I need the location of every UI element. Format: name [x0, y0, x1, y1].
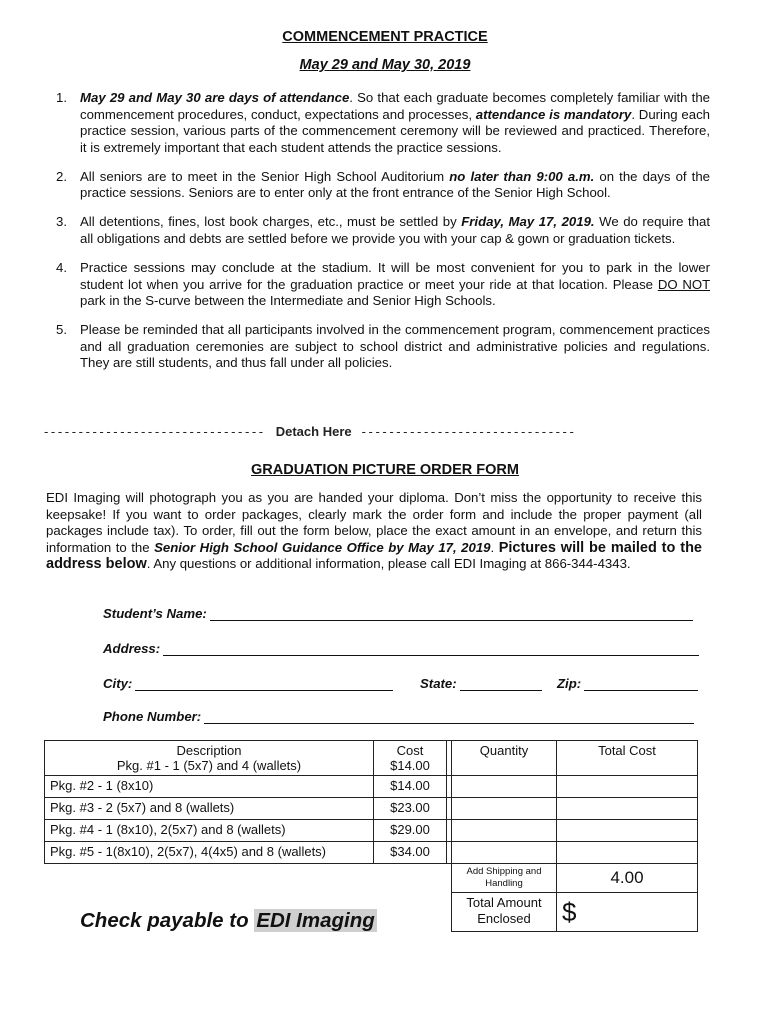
- zip-field[interactable]: Zip:: [557, 676, 698, 691]
- student-name-field[interactable]: Student’s Name:: [103, 606, 693, 621]
- table-row: Pkg. #2 - 1 (8x10) $14.00: [45, 776, 698, 798]
- quantity-cell[interactable]: [452, 798, 557, 820]
- shipping-row: [45, 864, 698, 893]
- total-cell[interactable]: [557, 820, 698, 842]
- rule-item: 1. May 29 and May 30 are days of attendance. So that each graduate becomes completely familiar with the commencement procedures, conduct, expectations and processes, attendance is mandatory. During each practice session, various parts of the commencement ceremony will be reviewed and practiced. Therefore, it is extremely important that each student attends the practice sessions.: [56, 90, 711, 155]
- phone-field[interactable]: Phone Number:: [103, 709, 694, 724]
- description-header: Description Pkg. #1 - 1 (5x7) and 4 (wallets): [45, 741, 374, 776]
- total-cell[interactable]: [557, 798, 698, 820]
- rule-item: 5. Please be reminded that all participants involved in the commencement program, commencement practices and all graduation ceremonies are subject to school district and administrative policies and regulations. They are still students, and thus fall under all policies.: [56, 322, 710, 371]
- detach-line: -------------------------------- Detach Here -------------------------------: [44, 424, 577, 439]
- table-row: Pkg. #5 - 1(8x10), 2(5x7), 4(4x5) and 8 (wallets) $34.00: [45, 842, 698, 864]
- table-row: Pkg. #4 - 1 (8x10), 2(5x7) and 8 (wallets) $29.00: [45, 820, 698, 842]
- address-field[interactable]: Address:: [103, 641, 699, 656]
- rule-item: 2. All seniors are to meet in the Senior High School Auditorium no later than 9:00 a.m. on the days of the practice sessions. Seniors are to enter only at the front entrance of the Senior High School.: [56, 168, 711, 201]
- table-row: Pkg. #3 - 2 (5x7) and 8 (wallets) $23.00: [45, 798, 698, 820]
- quantity-header: Quantity: [452, 741, 557, 776]
- total-label: Total Amount Enclosed: [452, 893, 557, 932]
- check-payable-note: Check payable to EDI Imaging: [80, 909, 375, 932]
- order-form-title: GRADUATION PICTURE ORDER FORM: [251, 462, 519, 478]
- quantity-cell[interactable]: [452, 820, 557, 842]
- table-header-row: [45, 741, 698, 776]
- quantity-cell[interactable]: [452, 842, 557, 864]
- shipping-label: Add Shipping and Handling: [452, 864, 557, 893]
- rule-item: 4. Practice sessions may conclude at the stadium. It will be most convenient for you to park in the lower student lot when you arrive for the graduation practice or meet your ride at that location. Please DO NOT park in the S-curve between the Intermediate and Senior High Schools.: [56, 259, 710, 309]
- rules-list: [46, 90, 710, 384]
- payee-name: EDI Imaging: [256, 909, 375, 932]
- total-cost-header: Total Cost: [557, 741, 698, 776]
- order-table: [44, 740, 698, 932]
- city-field[interactable]: City:: [103, 676, 393, 691]
- dollar-sign: $: [562, 896, 577, 927]
- order-form-intro: EDI Imaging will photograph you as you are handed your diploma. Don’t miss the opportunity to receive this keepsake! If you want to order packages, clearly mark the order form and include the proper payment (all packages include tax). To order, fill out the form below, place the exact amount in an envelope, and return this information to the Senior High School Guidance Office by May 17, 2019. Pictures will be mailed to the address below. Any questions or additional information, please call EDI Imaging at 866-344-4343.: [46, 490, 702, 573]
- detach-label: Detach Here: [275, 424, 352, 439]
- cost-header: Cost $14.00: [374, 741, 447, 776]
- total-amount-field[interactable]: [557, 893, 698, 932]
- practice-dates: May 29 and May 30, 2019: [299, 57, 471, 73]
- total-cell[interactable]: [557, 776, 698, 798]
- total-cell[interactable]: [557, 842, 698, 864]
- page-title: COMMENCEMENT PRACTICE: [282, 29, 488, 45]
- quantity-cell[interactable]: [452, 776, 557, 798]
- rule-item: 3. All detentions, fines, lost book charges, etc., must be settled by Friday, May 17, 2019. We do require that all obligations and debts are settled before we provide you with your cap & gown or graduation tickets.: [56, 214, 710, 246]
- state-field[interactable]: State:: [420, 676, 542, 691]
- shipping-amount: 4.00: [557, 864, 698, 893]
